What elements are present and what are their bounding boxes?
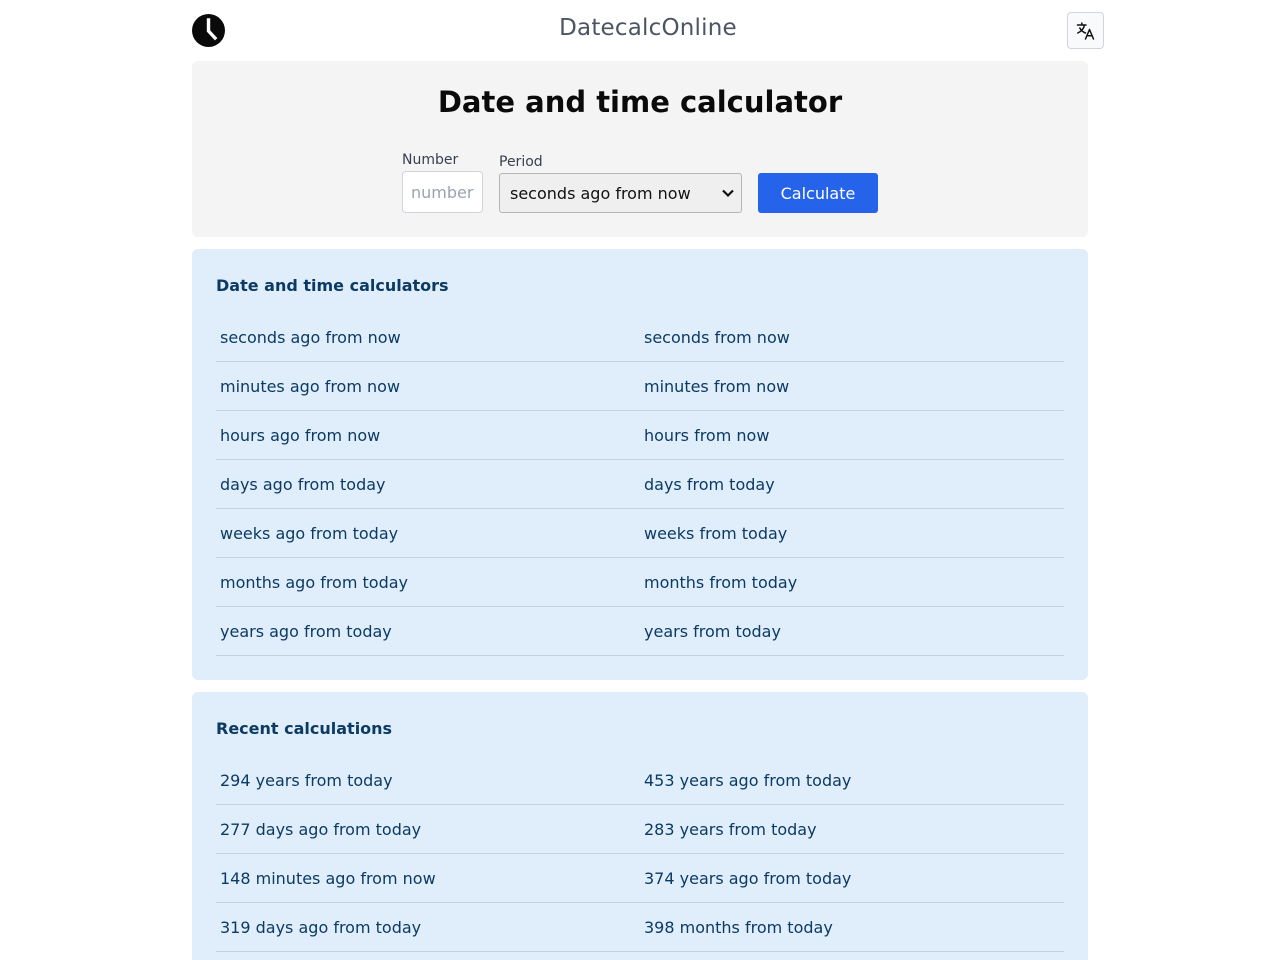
recent-link[interactable]: 148 minutes ago from now: [216, 854, 640, 903]
calculators-link-list: [216, 313, 1064, 656]
calculator-card: [192, 61, 1088, 237]
translate-icon: [1076, 21, 1096, 41]
calculator-link[interactable]: weeks from today: [640, 509, 1064, 558]
recent-link[interactable]: 277 days ago from today: [216, 805, 640, 854]
calculators-panel-title: Date and time calculators: [216, 276, 449, 295]
calculate-button[interactable]: Calculate: [758, 173, 878, 213]
period-select[interactable]: [499, 173, 742, 213]
period-label: Period: [499, 154, 543, 170]
number-label: Number: [402, 152, 459, 168]
recent-link-list: [216, 756, 1064, 952]
recent-link[interactable]: 283 years from today: [640, 805, 1064, 854]
calculator-link[interactable]: seconds ago from now: [216, 313, 640, 362]
calculator-link[interactable]: minutes from now: [640, 362, 1064, 411]
site-title[interactable]: DatecalcOnline: [559, 15, 737, 41]
calculator-link[interactable]: days from today: [640, 460, 1064, 509]
calculator-link[interactable]: minutes ago from now: [216, 362, 640, 411]
calculator-link[interactable]: years ago from today: [216, 607, 640, 656]
recent-link[interactable]: 319 days ago from today: [216, 903, 640, 952]
recent-link[interactable]: 294 years from today: [216, 756, 640, 805]
language-button[interactable]: [1067, 12, 1104, 49]
recent-link[interactable]: 453 years ago from today: [640, 756, 1064, 805]
recent-link[interactable]: 374 years ago from today: [640, 854, 1064, 903]
calculator-link[interactable]: seconds from now: [640, 313, 1064, 362]
site-header: [192, 0, 1104, 61]
calculator-link[interactable]: weeks ago from today: [216, 509, 640, 558]
recent-link[interactable]: 398 months from today: [640, 903, 1064, 952]
recent-panel-title: Recent calculations: [216, 719, 393, 738]
calculator-link[interactable]: months from today: [640, 558, 1064, 607]
calculator-link[interactable]: days ago from today: [216, 460, 640, 509]
calculator-link[interactable]: months ago from today: [216, 558, 640, 607]
page-title: Date and time calculator: [437, 85, 843, 119]
calculator-link[interactable]: hours ago from now: [216, 411, 640, 460]
calculator-link[interactable]: years from today: [640, 607, 1064, 656]
recent-panel: [192, 692, 1088, 960]
number-input[interactable]: [402, 171, 483, 213]
calculators-panel: [192, 249, 1088, 680]
chevron-down-icon: [721, 186, 735, 200]
calculator-link[interactable]: hours from now: [640, 411, 1064, 460]
period-selected-value: seconds ago from now: [510, 183, 691, 203]
